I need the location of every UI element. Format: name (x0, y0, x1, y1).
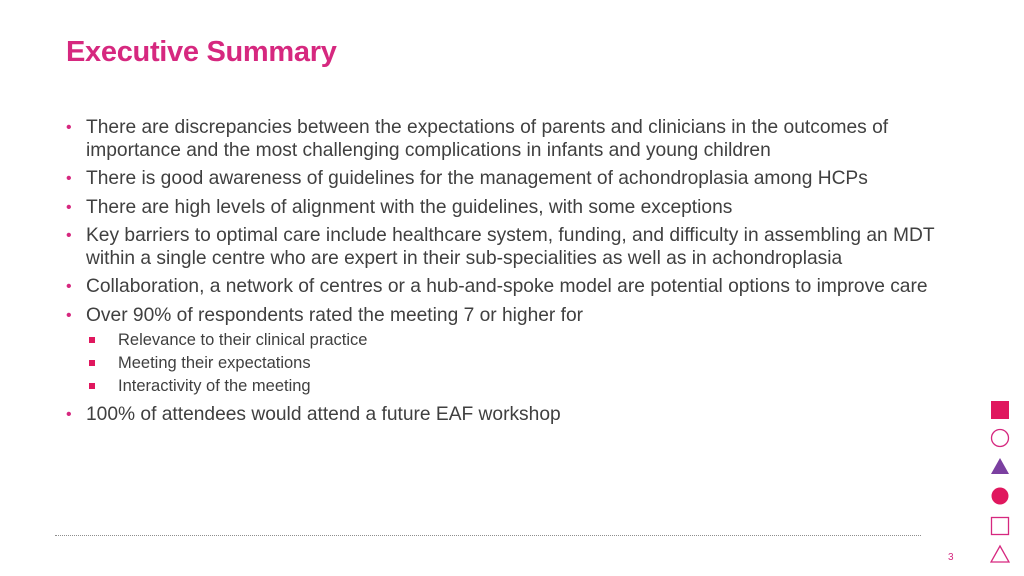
square-bullet-icon (89, 383, 95, 389)
triangle-filled-icon (990, 456, 1010, 476)
sub-bullet-item (86, 352, 966, 375)
circle-filled-icon (990, 486, 1010, 506)
sub-bullet-text: Meeting their expectations (118, 354, 311, 372)
slide-title: Executive Summary (66, 36, 337, 68)
square-bullet-icon (89, 360, 95, 366)
footer-divider (55, 535, 921, 536)
sub-bullet-list (86, 329, 966, 398)
bullet-item-with-subitems (66, 305, 966, 399)
sub-bullet-text: Relevance to their clinical practice (118, 331, 368, 349)
sub-bullet-text: Interactivity of the meeting (118, 377, 311, 395)
bullet-list (66, 117, 966, 433)
circle-outline-icon (990, 428, 1010, 448)
square-filled-icon (990, 400, 1010, 420)
bullet-item: • Collaboration, a network of centres or a hub-and-spoke model are potential options to improve care (66, 276, 966, 299)
sub-bullet-item (86, 375, 966, 398)
page-number: 3 (948, 552, 954, 563)
bullet-item: • There are discrepancies between the expectations of parents and clinicians in the outcomes of importance and the most challenging complications in infants and young children (66, 117, 966, 162)
square-outline-icon (990, 516, 1010, 536)
triangle-outline-icon (990, 544, 1010, 564)
square-bullet-icon (89, 337, 95, 343)
bullet-item: • 100% of attendees would attend a future EAF workshop (66, 404, 966, 427)
bullet-item: • There is good awareness of guidelines for the management of achondroplasia among HCPs (66, 168, 966, 191)
bullet-item: • There are high levels of alignment with the guidelines, with some exceptions (66, 197, 966, 220)
bullet-text: Over 90% of respondents rated the meeting 7 or higher for (86, 304, 584, 326)
bullet-item: • Key barriers to optimal care include healthcare system, funding, and difficulty in assembling an MDT within a single centre who are expert in their sub-specialities as well as in achondroplasia (66, 225, 966, 270)
sub-bullet-item (86, 329, 966, 352)
